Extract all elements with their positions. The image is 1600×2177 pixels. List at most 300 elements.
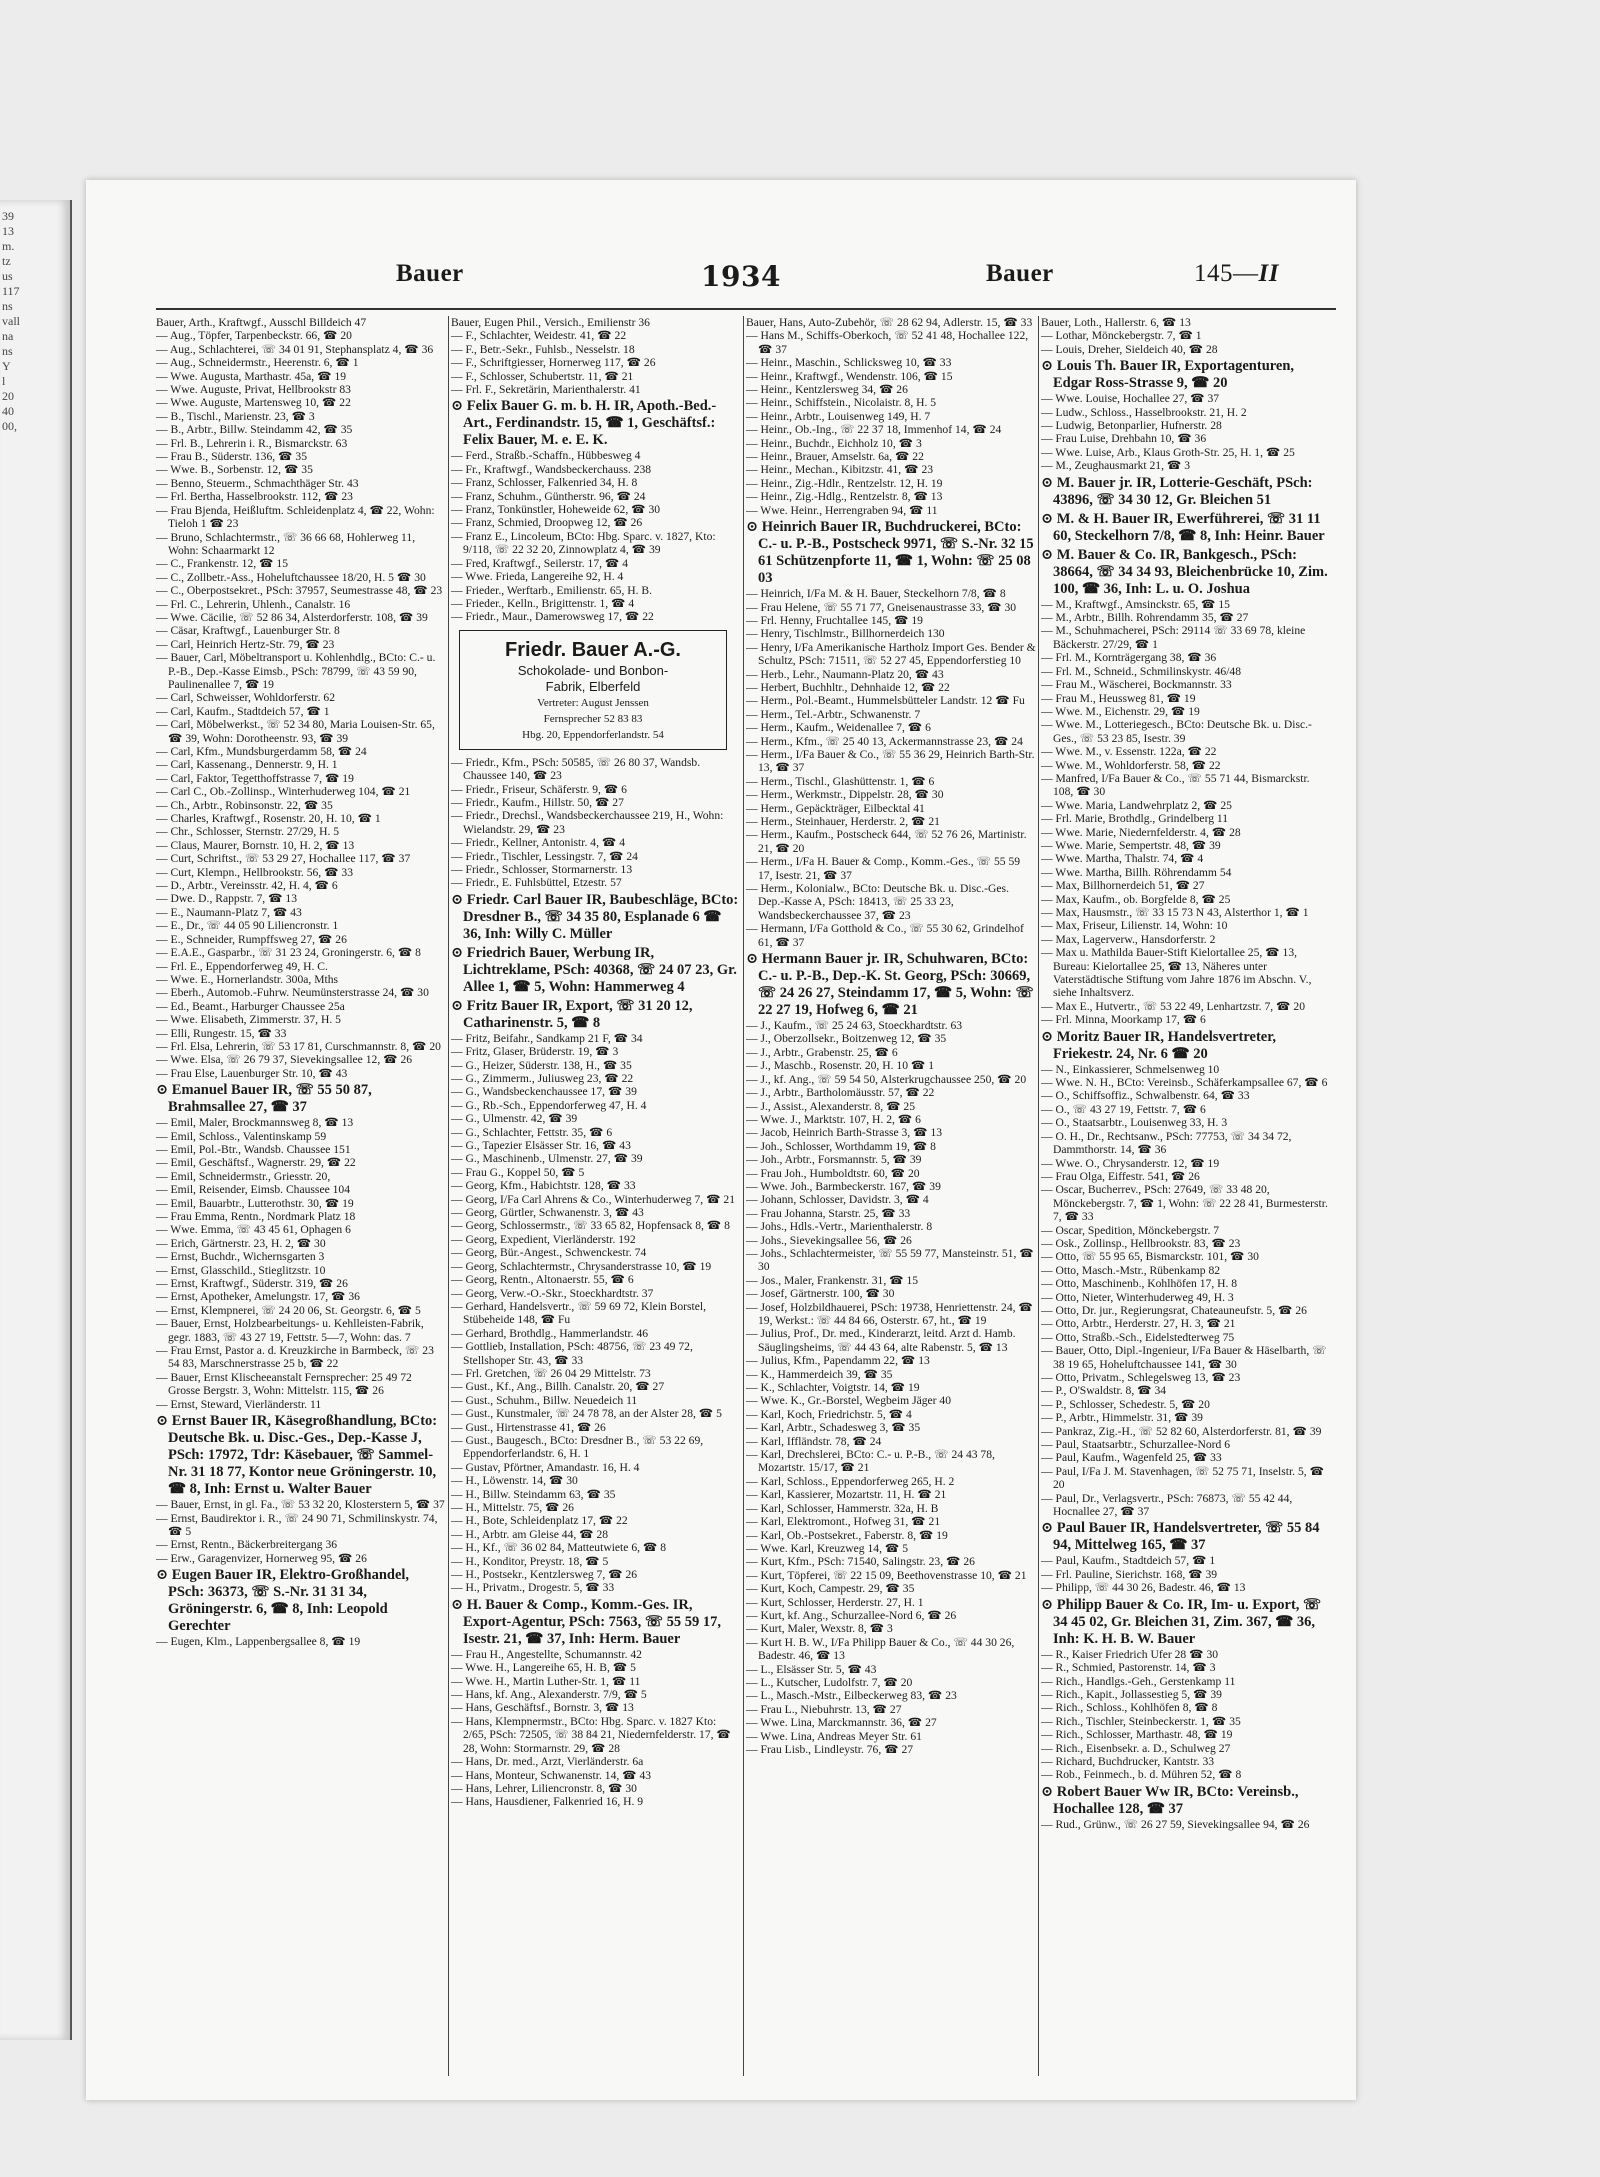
directory-entry: — Julius, Kfm., Papendamm 22, ☎ 13 [746,1354,930,1368]
directory-entry: — Heinr., Zig.-Hdlr., Rentzelstr. 12, H. 19 [746,476,943,490]
directory-entry: — M., Schuhmacherei, PSch: 29114 ☏ 33 69 78, kleine Bäckerstr. 27/29, ☎ 1 [1041,624,1306,651]
directory-entry: — Frau H., Angestellte, Schumannstr. 42 [451,1647,642,1661]
directory-entry: — Otto, Masch.-Mstr., Rübenkamp 82 [1041,1263,1221,1277]
directory-entry: Bauer, Arth., Kraftwgf., Ausschl Billdeich 47 [156,316,367,329]
directory-entry: — Wwe. M., Lotteriegesch., BCto: Deutsche Bk. u. Disc.-Ges., ☏ 53 23 85, Isestr. 39 [1041,718,1312,745]
directory-entry: — Wwe. Martha, Billh. Röhrendamm 54 [1041,865,1232,879]
directory-entry: — F., Schlosser, Schubertstr. 11, ☎ 21 [451,369,634,383]
directory-entry: — Hans, Geschäftsf., Bornstr. 3, ☎ 13 [451,1701,634,1715]
directory-entry: — Carl, Heinrich Hertz-Str. 79, ☎ 23 [156,637,335,651]
directory-entry: — Rich., Handlgs.-Geh., Gerstenkamp 11 [1041,1674,1236,1688]
directory-entry: — Joh., Arbtr., Forsmannstr. 5, ☎ 39 [746,1153,922,1167]
directory-entry: — Wwe. Marie, Niedernfelderstr. 4, ☎ 28 [1041,825,1241,839]
directory-entry: — Gustav, Pförtner, Amandastr. 16, H. 4 [451,1460,640,1474]
directory-entry: — Frau L., Niebuhrstr. 13, ☎ 27 [746,1702,902,1716]
previous-page-fragment: 40 [2,404,14,418]
directory-entry: — Georg, Schlossermstr., ☏ 33 65 82, Hopfensack 8, ☎ 8 [451,1219,730,1233]
directory-entry: — Karl, Schlosser, Hammerstr. 32a, H. B [746,1501,939,1515]
column-divider [743,316,744,2076]
directory-entry: — Georg, I/Fa Carl Ahrens & Co., Winterhuderweg 7, ☎ 21 [451,1192,736,1206]
previous-page-fragment: us [2,269,13,283]
directory-entry: — M., Kraftwgf., Amsinckstr. 65, ☎ 15 [1041,597,1230,611]
directory-entry: — Jacob, Heinrich Barth-Strasse 3, ☎ 13 [746,1126,943,1140]
directory-entry: — Chr., Schlosser, Sternstr. 27/29, H. 5 [156,825,340,839]
column-divider [448,316,449,2076]
directory-entry: — Frau M., Wäscherei, Bockmannstr. 33 [1041,678,1232,692]
directory-entry: — Karl, Koch, Friedrichstr. 5, ☎ 4 [746,1407,912,1421]
directory-entry: — Rud., Grünw., ☏ 26 27 59, Sievekingsallee 94, ☎ 26 [1041,1817,1310,1831]
directory-entry: — Fritz, Glaser, Brüderstr. 19, ☎ 3 [451,1045,619,1059]
directory-entry: — M., Zeughausmarkt 21, ☎ 3 [1041,459,1191,473]
directory-entry: — Bauer, Ernst Klischeeanstalt Fernsprecher: 25 49 72 Grosse Bergstr. 3, Wohn: Mittelstr. 115, ☎ 26 [156,1370,412,1398]
directory-entry: — Henry, Tischlmstr., Billhornerdeich 130 [746,627,945,641]
directory-entry: — Heinr., Ob.-Ing., ☏ 22 37 18, Immenhof 14, ☎ 24 [746,423,1002,437]
previous-page-fragment: na [2,329,14,343]
directory-entry: — G., Rb.-Sch., Eppendorferweg 47, H. 4 [451,1098,647,1112]
directory-entry: — Kurt, kf. Ang., Schurzallee-Nord 6, ☎ 26 [746,1608,957,1622]
directory-entry: — Max, Lagerverw., Hansdorferstr. 2 [1041,932,1216,946]
directory-entry: — Georg, Verw.-O.-Skr., Stoeckhardtstr. 37 [451,1286,654,1300]
directory-entry: — Wwe. Martha, Thalstr. 74, ☎ 4 [1041,852,1204,866]
directory-entry: — Friedr., E. Fuhlsbüttel, Etzestr. 57 [451,876,622,890]
firm-entry: ⊙ Eugen Bauer IR, Elektro-Großhandel, PSch: 36373, ☏ S.-Nr. 31 31 34, Gröningerstr. 6, ☎ 8, Inh: Leopold Gerechter [156,1567,410,1635]
directory-entry: — Kurt H. B. W., I/Fa Philipp Bauer & Co., ☏ 44 30 26, Badestr. 46, ☎ 13 [746,1635,1015,1663]
directory-entry: — Herm., Kaufm., Weidenallee 7, ☎ 6 [746,721,931,735]
firm-entry: ⊙ Louis Th. Bauer IR, Exportagenturen, Edgar Ross-Strasse 9, ☎ 20 [1041,358,1295,392]
column-2 [451,316,741,2076]
firm-entry: ⊙ H. Bauer & Comp., Komm.-Ges. IR, Export-Agentur, PSch: 7563, ☏ 55 59 17, Isestr. 21, ☎ 37, Inh: Herm. Bauer [451,1596,722,1647]
previous-page-edge [0,200,72,2040]
directory-entry: — Wwe. Augusta, Marthastr. 45a, ☎ 19 [156,369,347,383]
directory-entry: — Hans, Hausdiener, Falkenried 16, H. 9 [451,1795,644,1809]
directory-entry: — Bauer, Carl, Möbeltransport u. Kohlenhdlg., BCto: C.- u. P.-B., Dep.-Kasse Eimsb., PSch: 78799, ☏ 43 59 90, Paulinenallee 7, ☎ 19 [156,651,436,691]
directory-entry: — J., kf. Ang., ☏ 59 54 50, Alsterkrugchaussee 250, ☎ 20 [746,1072,1027,1086]
directory-entry: — Emil, Geschäftsf., Wagnerstr. 29, ☎ 22 [156,1156,356,1170]
directory-entry: — Paul, I/Fa J. M. Stavenhagen, ☏ 52 75 71, Inselstr. 5, ☎ 20 [1041,1464,1325,1492]
directory-entry: — Wwe. Elisabeth, Zimmerstr. 37, H. 5 [156,1013,341,1027]
column-1 [156,316,446,2076]
directory-entry: — Friedr., Tischler, Lessingstr. 7, ☎ 24 [451,849,638,863]
directory-entry: — Osk., Zollinsp., Hellbrookstr. 83, ☎ 23 [1041,1236,1241,1250]
directory-entry: — Otto, Privatm., Schlegelsweg 13, ☎ 23 [1041,1371,1241,1384]
directory-entry: — G., Wandsbeckenchaussee 17, ☎ 39 [451,1085,637,1099]
directory-entry: — P., O'Swaldstr. 8, ☎ 34 [1041,1384,1167,1398]
page-number [1194,260,1279,288]
directory-entry: — Otto, Maschinenb., Kohlhöfen 17, H. 8 [1041,1277,1238,1291]
directory-entry: — H., Bote, Schleidenplatz 17, ☎ 22 [451,1514,628,1528]
directory-entry: — G., Maschinenb., Ulmenstr. 27, ☎ 39 [451,1152,643,1166]
directory-entry: — Heinr., Maschin., Schlicksweg 10, ☎ 33 [746,356,952,370]
directory-entry: — Franz E., Lincoleum, BCto: Hbg. Sparc. v. 1827, Kto: 9/118, ☏ 22 32 20, Zinnowplatz 4, ☎ 39 [451,529,716,557]
directory-entry: — Johs., Schlachtermeister, ☏ 55 59 77, Mansteinstr. 51, ☎ 30 [746,1246,1034,1274]
directory-entry: — Herbert, Buchhltr., Dehnhaide 12, ☎ 22 [746,680,950,694]
directory-entry: — Wwe. Louise, Hochallee 27, ☎ 37 [1041,392,1220,406]
directory-entry: — Wwe. Lina, Marckmannstr. 36, ☎ 27 [746,1716,937,1730]
directory-entry: — Friedr., Kfm., PSch: 50585, ☏ 26 80 37, Wandsb. Chaussee 140, ☎ 23 [451,755,701,783]
directory-entry: — Otto, Dr. jur., Regierungsrat, Chateauneufstr. 5, ☎ 26 [1041,1303,1307,1317]
directory-entry: — M., Arbtr., Billh. Rohrendamm 35, ☎ 27 [1041,611,1249,625]
directory-entry: — D., Arbtr., Vereinsstr. 42, H. 4, ☎ 6 [156,879,338,893]
directory-entry: — Bauer, Ernst, in gl. Fa., ☏ 53 32 20, Klosterstern 5, ☎ 37 [156,1498,445,1512]
directory-entry: — Paul, Staatsarbtr., Schurzallee-Nord 6 [1041,1438,1230,1452]
directory-entry: — Heinr., Zig.-Hdlg., Rentzelstr. 8, ☎ 13 [746,490,943,504]
directory-entry: — E., Naumann-Platz 7, ☎ 43 [156,905,302,919]
directory-entry: — Otto, Nieter, Winterhuderweg 49, H. 3 [1041,1290,1234,1304]
directory-entry: — Friedr., Kaufm., Hillstr. 50, ☎ 27 [451,795,624,809]
directory-columns [156,316,1336,2076]
directory-entry: — Friedr., Schlosser, Stormarnerstr. 13 [451,862,633,876]
directory-entry: — G., Tapezier Elsässer Str. 16, ☎ 43 [451,1139,631,1153]
ad-line2: Fabrik, Elberfeld [545,678,641,694]
directory-entry: — Otto, ☏ 55 95 65, Bismarckstr. 101, ☎ 30 [1041,1250,1259,1264]
directory-entry: — P., Schlosser, Schedestr. 5, ☎ 20 [1041,1397,1210,1411]
header-rule [156,308,1336,310]
directory-entry: — Rob., Feinmech., b. d. Mühren 52, ☎ 8 [1041,1768,1242,1782]
directory-entry: — Frl. Bertha, Hasselbrookstr. 112, ☎ 23 [156,490,353,504]
firm-entry: ⊙ Friedr. Carl Bauer IR, Baubeschläge, BCto: Dresdner B., ☏ 34 35 80, Esplanade 6 ☎ 36, Inh: Willy C. Müller [451,891,739,942]
firm-entry: ⊙ Ernst Bauer IR, Käsegroßhandlung, BCto: Deutsche Bk. u. Disc.-Ges., Dep.-Kasse J, PSch: 17972, Tdr: Käsebauer, ☏ Sammel-Nr. 31 18 77, Kontor neue Gröningerstr. 10, ☎ 8, Inh: Ernst u. Walter Bauer [156,1413,438,1498]
directory-entry: — Karl, Ob.-Postsekret., Faberstr. 8, ☎ 19 [746,1528,948,1542]
directory-entry: — Frieder., Kelln., Brigittenstr. 1, ☎ 4 [451,596,635,610]
directory-entry: — Josef, Holzbildhauerei, PSch: 19738, Henriettenstr. 24, ☎ 19, Werkst.: ☏ 44 84 66, Osterstr. 67, ht., ☎ 19 [746,1300,1033,1327]
previous-page-fragment: 39 [2,209,14,223]
directory-entry: — Karl, Drechslerei, BCto: C.- u. P.-B., ☏ 24 43 78, Mozartstr. 15/17, ☎ 21 [746,1448,995,1475]
directory-entry: — Carl, Kaufm., Stadtdeich 57, ☎ 1 [156,704,330,718]
directory-entry: — Frau M., Heussweg 81, ☎ 19 [1041,691,1196,705]
directory-entry: — Frau Johanna, Starstr. 25, ☎ 33 [746,1206,911,1220]
directory-entry: — Franz, Tonkünstler, Hoheweide 62, ☎ 30 [451,503,661,517]
directory-entry: — Frl. Pauline, Sierichstr. 168, ☎ 39 [1041,1567,1218,1581]
directory-entry: — Herm., Werkmstr., Dippelstr. 28, ☎ 30 [746,788,944,802]
directory-entry: — Wwe. Luise, Arb., Klaus Groth-Str. 25, H. 1, ☎ 25 [1041,445,1295,459]
directory-entry: — Franz, Schlosser, Falkenried 34, H. 8 [451,476,638,490]
header-year: 1934 [701,260,781,293]
column-3 [746,316,1036,2076]
directory-entry: — J., Kaufm., ☏ 25 24 63, Stoeckhardtstr. 63 [746,1019,963,1033]
directory-entry: — Herm., Gepäckträger, Eilbecktal 41 [746,801,925,815]
directory-entry: — Max, Kaufm., ob. Borgfelde 8, ☎ 25 [1041,892,1231,906]
directory-entry: — Heinr., Buchdr., Eichholz 10, ☎ 3 [746,436,922,450]
directory-entry: — Frl. B., Lehrerin i. R., Bismarckstr. 63 [156,436,348,450]
directory-entry: — H., Konditor, Preystr. 18, ☎ 5 [451,1554,609,1568]
directory-entry: — Herm., Kaufm., Postscheck 644, ☏ 52 76 26, Martinistr. 21, ☎ 20 [746,828,1027,855]
directory-entry: — Karl, Arbtr., Schadesweg 3, ☎ 35 [746,1421,921,1435]
directory-entry: — Wwe. Joh., Barmbeckerstr. 167, ☎ 39 [746,1179,941,1193]
directory-entry: — Herm., Kfm., ☏ 25 40 13, Ackermannstrasse 23, ☎ 24 [746,734,1023,748]
directory-entry: — Benno, Steuerm., Schmachthäger Str. 43 [156,476,359,490]
directory-entry: — E.A.E., Gasparbr., ☏ 31 23 24, Groningerstr. 6, ☎ 8 [156,946,421,960]
directory-entry: — Friedr., Friseur, Schäferstr. 9, ☎ 6 [451,782,627,796]
directory-entry: — C., Zollbetr.-Ass., Hoheluftchaussee 18/20, H. 5 ☎ 30 [156,570,426,584]
directory-entry: — H., Billw. Steindamm 63, ☎ 35 [451,1487,616,1501]
directory-entry: — Emil, Schneidermstr., Griesstr. 20, [156,1169,331,1183]
directory-entry: — Franz, Schuhm., Güntherstr. 96, ☎ 24 [451,489,646,503]
directory-entry: — B., Tischl., Marienstr. 23, ☎ 3 [156,409,315,423]
directory-entry: Bauer, Loth., Hallerstr. 6, ☎ 13 [1041,316,1191,329]
directory-entry: — Heinr., Kentzlersweg 34, ☎ 26 [746,383,908,397]
directory-entry: — C., Frankenstr. 12, ☎ 15 [156,557,288,571]
directory-entry: — J., Maschb., Rosenstr. 20, H. 10 ☎ 1 [746,1059,935,1073]
directory-entry: — Frau Lisb., Lindleystr. 76, ☎ 27 [746,1743,914,1756]
directory-entry: — Frl. Elsa, Lehrerin, ☏ 53 17 81, Curschmannstr. 8, ☎ 20 [156,1039,441,1053]
directory-entry: — G., Zimmerm., Juliusweg 23, ☎ 22 [451,1072,634,1085]
directory-entry: — Herm., I/Fa Bauer & Co., ☏ 55 36 29, Heinrich Barth-Str. 13, ☎ 37 [746,747,1035,775]
directory-entry: — Georg, Kfm., Habichtstr. 128, ☎ 33 [451,1179,636,1193]
directory-entry: — R., Kaiser Friedrich Ufer 28 ☎ 30 [1041,1647,1219,1661]
directory-entry: — Wwe. K., Gr.-Borstel, Wegbeim Jäger 40 [746,1394,952,1408]
directory-entry: — Ludw., Schloss., Hasselbrookstr. 21, H. 2 [1041,405,1247,419]
previous-page-fragment: m. [2,239,15,253]
directory-entry: — Wwe. Lina, Andreas Meyer Str. 61 [746,1729,922,1743]
directory-entry: — Elli, Rungestr. 15, ☎ 33 [156,1026,287,1040]
directory-entry: — Carl, Kfm., Mundsburgerdamm 58, ☎ 24 [156,745,367,758]
directory-entry: — Jos., Maler, Frankenstr. 31, ☎ 15 [746,1273,919,1287]
directory-entry: — Frl. M., Schneid., Schmilinskystr. 46/48 [1041,664,1242,678]
directory-entry: — Cäsar, Kraftwgf., Lauenburger Str. 8 [156,624,340,638]
directory-entry: — Frl. Minna, Moorkamp 17, ☎ 6 [1041,1013,1206,1027]
firm-entry: ⊙ Hermann Bauer jr. IR, Schuhwaren, BCto: C.- u. P.-B., Dep.-K. St. Georg, PSch: 30669, ☏ 24 26 27, Steindamm 17, ☎ 5, Wohn: ☏ 22 27 19, Hofweg 6, ☎ 21 [746,951,1034,1019]
directory-entry: — Louis, Dreher, Sieldeich 40, ☎ 28 [1041,342,1218,356]
directory-entry: — Ernst, Apotheker, Amelungstr. 17, ☎ 36 [156,1290,360,1304]
directory-entry: — H., Postsekr., Kentzlersweg 7, ☎ 26 [451,1568,638,1582]
directory-entry: — Gerhard, Handelsvertr., ☏ 59 69 72, Klein Borstel, Stübeheide 148, ☎ Fu [451,1299,707,1327]
directory-entry: — Hans, Dr. med., Arzt, Vierländerstr. 6a [451,1755,644,1769]
directory-entry: — Georg, Rentn., Altonaerstr. 55, ☎ 6 [451,1273,634,1287]
directory-entry: — J., Assist., Alexanderstr. 8, ☎ 25 [746,1099,916,1113]
directory-entry: — Ludwig, Betonparlier, Hufnerstr. 28 [1041,419,1222,433]
firm-entry: ⊙ M. Bauer & Co. IR, Bankgesch., PSch: 38664, ☏ 34 34 93, Bleichenbrücke 10, Zim. 100, ☎ 36, Inh: L. u. O. Joshua [1041,546,1328,597]
firm-entry: ⊙ Fritz Bauer IR, Export, ☏ 31 20 12, Catharinenstr. 5, ☎ 8 [451,997,693,1031]
directory-entry: — Rich., Tischler, Steinbeckerstr. 1, ☎ 35 [1041,1714,1241,1728]
directory-entry: — E., Dr., ☏ 44 05 90 Liliencronstr. 1 [156,919,339,933]
directory-entry: — Carl, Möbelwerkst., ☏ 52 34 80, Maria Louisen-Str. 65, ☎ 39, Wohn: Dorotheenstr. 93, ☎ 39 [156,718,435,745]
directory-entry: — Johann, Schlosser, Davidstr. 3, ☎ 4 [746,1193,929,1207]
directory-entry: — Erich, Gärtnerstr. 23, H. 2, ☎ 30 [156,1236,326,1250]
directory-entry: — Herm., Tel.-Arbtr., Schwanenstr. 7 [746,707,921,721]
directory-entry: — Aug., Töpfer, Tarpenbeckstr. 66, ☎ 20 [156,329,352,343]
firm-entry: ⊙ Felix Bauer G. m. b. H. IR, Apoth.-Bed.-Art., Ferdinandstr. 15, ☎ 1, Geschäftsf.: Felix Bauer, M. e. E. K. [451,398,717,449]
directory-entry: — Lothar, Mönckebergstr. 7, ☎ 1 [1041,329,1202,343]
directory-entry: — Fr., Kraftwgf., Wandsbeckerchauss. 238 [451,462,652,476]
firm-entry: ⊙ Robert Bauer Ww IR, BCto: Vereinsb., Hochallee 128, ☎ 37 [1041,1783,1299,1817]
directory-entry: — Dwe. D., Rappstr. 7, ☎ 13 [156,892,297,906]
directory-entry: — Frl. E., Eppendorferweg 49, H. C. [156,959,328,973]
firm-entry: ⊙ Heinrich Bauer IR, Buchdruckerei, BCto: C.- u. P.-B., Postscheck 9971, ☏ S.-Nr. 32 15 61 Schützenpforte 11, ☎ 1, Wohn: ☏ 25 08 03 [746,519,1034,587]
ad-line5: Hbg. 20, Eppendorferlandstr. 54 [522,728,664,741]
directory-entry: — Frau B., Süderstr. 136, ☎ 35 [156,450,307,464]
directory-entry: — Wwe. E., Hornerlandstr. 300a, Mths [156,972,339,986]
previous-page-fragment: vall [2,314,20,328]
directory-entry: — Wwe. Auguste, Privat, Hellbrookstr 83 [156,383,351,397]
directory-entry: — C., Oberpostsekret., PSch: 37957, Seumestrasse 48, ☎ 23 [156,584,443,598]
directory-entry: — Hans, Klempnermstr., BCto: Hbg. Sparc. v. 1827 Kto: 2/65, PSch: 72505, ☏ 38 84 21, Niedernfelderstr. 17, ☎ 28, Wohn: Stormarnstr. 29, ☎ 28 [451,1714,731,1755]
directory-entry: — Herm., Kolonialw., BCto: Deutsche Bk. u. Disc.-Ges. Dep.-Kasse A, PSch: 18413, ☏ 25 33 23, Wandsbeckerchaussee 37, ☎ 23 [746,882,1009,922]
directory-entry: — Frau Emma, Rentn., Nordmark Platz 18 [156,1210,356,1223]
directory-entry: — Gust., Baugesch., BCto: Dresdner B., ☏ 53 22 69, Eppendorferlandstr. 6, H. 1 [451,1433,704,1461]
directory-entry: — Heinrich, I/Fa M. & H. Bauer, Steckelhorn 7/8, ☎ 8 [746,587,1006,601]
directory-entry: — Ed., Beamt., Harburger Chaussee 25a [156,999,345,1013]
directory-entry: — Paul, Kaufm., Wagenfeld 25, ☎ 33 [1041,1451,1222,1465]
previous-page-fragment: tz [2,254,11,268]
directory-entry: — Friedr., Drechsl., Wandsbeckerchaussee 219, H., Wohn: Wielandstr. 29, ☎ 23 [451,809,724,836]
directory-entry: — H., Privatm., Drogestr. 5, ☎ 33 [451,1581,615,1595]
directory-entry: — H., Kf., ☏ 36 02 84, Matteutwiete 6, ☎ 8 [451,1541,667,1555]
directory-entry: — Johs., Sievekingsallee 56, ☎ 26 [746,1233,912,1247]
directory-entry: — Wwe. J., Marktstr. 107, H. 2, ☎ 6 [746,1112,921,1126]
directory-entry: — K., Hammerdeich 39, ☎ 35 [746,1367,893,1381]
directory-entry: — Bauer, Otto, Dipl.-Ingenieur, I/Fa Bauer & Häselbarth, ☏ 38 19 65, Hoheluftchaussee 141, ☎ 30 [1041,1344,1327,1371]
directory-entry: — Kurt, Maler, Wexstr. 8, ☎ 3 [746,1622,893,1636]
previous-page-fragment: ns [2,299,13,313]
directory-entry: — Wwe. Auguste, Martensweg 10, ☎ 22 [156,396,351,410]
directory-entry: — Friedr., Maur., Damerowsweg 17, ☎ 22 [451,610,654,624]
directory-entry: — Karl, Iffländstr. 78, ☎ 24 [746,1434,882,1448]
directory-entry: — Frau Bjenda, Heißluftm. Schleidenplatz 4, ☎ 22, Wohn: Tieloh 1 ☎ 23 [156,503,435,531]
previous-page-fragment: ns [2,344,13,358]
directory-entry: — N., Einkassierer, Schmelsenweg 10 [1041,1062,1220,1076]
directory-entry: — Aug., Schneidermstr., Heerenstr. 6, ☎ 1 [156,356,359,370]
directory-entry: — Max u. Mathilda Bauer-Stift Kielortallee 25, ☎ 13, Bureau: Kielortallee 25, ☎ 13, Näheres unter Vaterstädtische Stiftung vom Jahre 1876 im Abschn. V., siehe Inhaltsverz. [1041,946,1312,1000]
directory-entry: — Wwe. Frieda, Langereihe 92, H. 4 [451,570,624,584]
directory-entry: — Julius, Prof., Dr. med., Kinderarzt, leitd. Arzt d. Hamb. Säuglingsheims, ☏ 44 43 64, alte Rabenstr. 5, ☎ 13 [746,1327,1016,1354]
directory-entry: — Frl. Henny, Fruchtallee 145, ☎ 19 [746,613,923,627]
firm-entry: ⊙ Emanuel Bauer IR, ☏ 55 50 87, Brahmsallee 27, ☎ 37 [156,1082,372,1116]
previous-page-fragment: l [2,374,6,388]
directory-entry: — Gerhard, Brothdlg., Hammerlandstr. 46 [451,1326,649,1340]
directory-entry: — F., Schriftgiesser, Hornerweg 117, ☎ 26 [451,356,656,370]
directory-entry: — J., Arbtr., Grabenstr. 25, ☎ 6 [746,1045,898,1059]
directory-entry: — Wwe. Elsa, ☏ 26 79 37, Sievekingsallee 12, ☎ 26 [156,1053,413,1067]
firm-entry: ⊙ Paul Bauer IR, Handelsvertreter, ☏ 55 84 94, Mittelweg 165, ☎ 37 [1041,1520,1320,1554]
directory-entry: — Frau G., Koppel 50, ☎ 5 [451,1165,585,1179]
header-right-word: Bauer [986,260,1054,287]
directory-entry: — G., Ulmenstr. 42, ☎ 39 [451,1112,578,1126]
directory-entry: — Max, Billhornerdeich 51, ☎ 27 [1041,879,1205,893]
directory-entry: — Henry, I/Fa Amerikanische Hartholz Import Ges. Bender & Schultz, PSch: 71511, ☏ 52 27 45, Eppendorferstieg 10 [746,640,1036,668]
directory-entry: — L., Elsässer Str. 5, ☎ 43 [746,1662,877,1676]
directory-entry: — Max, Hausmstr., ☏ 33 15 73 N 43, Alsterthor 1, ☎ 1 [1041,906,1309,919]
directory-entry: — Frl. Marie, Brothdlg., Grindelberg 11 [1041,812,1229,826]
directory-entry: — Georg, Gürtler, Schwanenstr. 3, ☎ 43 [451,1206,644,1220]
directory-entry: — Karl, Schloss., Eppendorferweg 265, H. 2 [746,1474,955,1488]
directory-entry: — Frl. M., Kornträgergang 38, ☎ 36 [1041,651,1217,665]
directory-entry: — B., Arbtr., Billw. Steindamm 42, ☎ 35 [156,423,353,437]
directory-entry: — Wwe. Marie, Sempertstr. 48, ☎ 39 [1041,838,1221,852]
directory-entry: — Philipp, ☏ 44 30 26, Badestr. 46, ☎ 13 [1041,1581,1246,1595]
directory-entry: — Gust., Hirtenstrasse 41, ☎ 26 [451,1420,606,1434]
directory-entry: — L., Kutscher, Ludolfstr. 7, ☎ 20 [746,1675,913,1689]
directory-entry: — H., Löwenstr. 14, ☎ 30 [451,1474,578,1488]
directory-entry: — Fritz, Beifahr., Sandkamp 21 F, ☎ 34 [451,1031,643,1045]
directory-entry: — Kurt, Koch, Campestr. 29, ☎ 35 [746,1582,915,1596]
previous-page-fragment: 13 [2,224,14,238]
directory-entry: — Johs., Hdls.-Vertr., Marienthalerstr. 8 [746,1220,933,1234]
directory-entry: — Hans, Lehrer, Liliencronstr. 8, ☎ 30 [451,1781,637,1795]
directory-entry: — Wwe. B., Sorbenstr. 12, ☎ 35 [156,463,313,477]
directory-entry: — Emil, Reisender, Eimsb. Chaussee 104 [156,1183,351,1197]
directory-entry: — Frau Helene, ☏ 55 71 77, Gneisenaustrasse 33, ☎ 30 [746,600,1017,614]
previous-page-fragment: 117 [2,284,20,298]
directory-entry: — Manfred, I/Fa Bauer & Co., ☏ 55 71 44, Bismarckstr. 108, ☎ 30 [1041,771,1310,799]
directory-entry: — Frl. Gretchen, ☏ 26 04 29 Mittelstr. 73 [451,1366,651,1380]
directory-entry: — Kurt, Kfm., PSch: 71540, Salingstr. 23, ☎ 26 [746,1555,975,1569]
directory-entry: — Rich., Schloss., Kohlhöfen 8, ☎ 8 [1041,1701,1218,1715]
directory-entry: — Ernst, Rentn., Bäckerbreitergang 36 [156,1538,338,1552]
previous-page-fragment: 00, [2,419,17,433]
directory-entry: — Gust., Schuhm., Billw. Neuedeich 11 [451,1393,638,1407]
directory-entry: Bauer, Eugen Phil., Versich., Emilienstr 36 [451,316,650,329]
directory-entry: — R., Schmied, Pastorenstr. 14, ☎ 3 [1041,1661,1216,1675]
directory-entry: — Frau Olga, Eiffestr. 541, ☎ 26 [1041,1169,1200,1183]
directory-entry: — Herm., Steinhauer, Herderstr. 2, ☎ 21 [746,815,940,828]
directory-entry: — Heinr., Mechan., Kibitzstr. 41, ☎ 23 [746,463,934,477]
directory-entry: — G., Schlachter, Fettstr. 35, ☎ 6 [451,1125,613,1139]
directory-entry: — Friedr., Kellner, Antonistr. 4, ☎ 4 [451,836,626,850]
header-left-word: Bauer [396,260,464,287]
directory-entry: — Wwe. Maria, Landwehrplatz 2, ☎ 25 [1041,798,1232,812]
directory-entry: — Ernst, Buchdr., Wichernsgarten 3 [156,1250,325,1264]
directory-entry: — Heinr., Arbtr., Louisenweg 149, H. 7 [746,409,931,423]
directory-entry: — O. H., Dr., Rechtsanw., PSch: 77753, ☏ 34 34 72, Dammthorstr. 14, ☎ 36 [1041,1129,1292,1157]
ad-line4: Fernsprecher 52 83 83 [543,712,643,725]
directory-entry: — Rich., Eisenbsekr. a. D., Schulweg 27 [1041,1741,1231,1755]
directory-entry: — Wwe. Cäcilie, ☏ 52 86 34, Alsterdorferstr. 108, ☎ 39 [156,610,428,624]
directory-entry: — K., Schlachter, Voigtstr. 14, ☎ 19 [746,1381,920,1395]
firm-entry: ⊙ Moritz Bauer IR, Handelsvertreter, Friekestr. 24, Nr. 6 ☎ 20 [1041,1028,1276,1062]
directory-entry: — Frau Joh., Humboldtstr. 60, ☎ 20 [746,1166,920,1180]
directory-entry: — Frau Luise, Drehbahn 10, ☎ 36 [1041,432,1207,446]
firm-entry: ⊙ M. & H. Bauer IR, Ewerführerei, ☏ 31 11 60, Steckelhorn 7/8, ☎ 8, Inh: Heinr. Bauer [1041,510,1325,544]
directory-entry: — Claus, Maurer, Bornstr. 10, H. 2, ☎ 13 [156,838,355,852]
directory-entry: — Ernst, Baudirektor i. R., ☏ 24 90 71, Schmilinskystr. 74, ☎ 5 [156,1511,438,1538]
directory-entry: — Kurt, Töpferei, ☏ 22 15 09, Beethovenstrasse 10, ☎ 21 [746,1568,1027,1582]
directory-entry: — Wwe. Emma, ☏ 43 45 61, Ophagen 6 [156,1223,351,1237]
directory-entry: — Otto, Straßb.-Sch., Eidelstedterweg 75 [1041,1330,1235,1344]
page-number-main: 145— [1194,260,1259,287]
directory-entry: — P., Arbtr., Himmelstr. 31, ☎ 39 [1041,1411,1203,1425]
directory-entry: — Paul, Dr., Verlagsvertr., PSch: 76873, ☏ 55 42 44, Hocnallee 27, ☎ 37 [1041,1491,1293,1519]
directory-entry: — Hans, Monteur, Schwanenstr. 14, ☎ 43 [451,1768,652,1782]
directory-entry: — Wwe. O., Chrysanderstr. 12, ☎ 19 [1041,1156,1220,1170]
directory-entry: — Otto, Arbtr., Herderstr. 27, H. 3, ☎ 21 [1041,1317,1236,1331]
directory-entry: — Paul, Kaufm., Stadtdeich 57, ☎ 1 [1041,1554,1216,1568]
ad-line1: Schokolade- und Bonbon- [517,662,669,678]
ad-title: Friedr. Bauer A.-G. [505,638,681,661]
ad-line3: Vertreter: August Jenssen [537,696,649,709]
directory-entry: — F., Schlachter, Weidestr. 41, ☎ 22 [451,329,627,343]
directory-entry: Bauer, Hans, Auto-Zubehör, ☏ 28 62 94, Adlerstr. 15, ☎ 33 [746,316,1033,329]
directory-entry: — Georg, Bür.-Angest., Schwenckestr. 74 [451,1246,647,1260]
directory-entry: — Carl C., Ob.-Zollinsp., Winterhuderweg 104, ☎ 21 [156,785,411,799]
directory-entry: — Karl, Elektromont., Hofweg 31, ☎ 21 [746,1515,941,1529]
directory-entry: — Wwe. Karl, Kreuzweg 14, ☎ 5 [746,1541,909,1555]
directory-entry: — Herm., Pol.-Beamt., Hummelsbütteler Landstr. 12 ☎ Fu [746,694,1025,708]
directory-entry: — Frl. C., Lehrerin, Uhlenh., Canalstr. 16 [156,597,351,611]
column-divider [1038,316,1039,2076]
column-4 [1041,316,1331,2076]
directory-entry: — O., Schiffsoffiz., Schwalbenstr. 64, ☎ 33 [1041,1089,1250,1103]
directory-entry: — Richard, Buchdrucker, Kantstr. 33 [1041,1754,1215,1768]
directory-entry: — Ch., Arbtr., Robinsonstr. 22, ☎ 35 [156,798,333,812]
directory-entry: — Emil, Pol.-Btr., Wandsb. Chaussee 151 [156,1142,351,1156]
directory-entry: — L., Masch.-Mstr., Eilbeckerweg 83, ☎ 23 [746,1689,957,1703]
directory-entry: — Erw., Garagenvizer, Hornerweg 95, ☎ 26 [156,1551,367,1565]
page-number-suffix: II [1258,260,1279,287]
directory-entry: — Carl, Schweisser, Wohldorferstr. 62 [156,691,336,705]
directory-entry: — Ernst, Klempnerei, ☏ 24 20 06, St. Georgstr. 6, ☎ 5 [156,1303,421,1317]
directory-entry: — Max, Friseur, Lilienstr. 14, Wohn: 10 [1041,919,1228,933]
advertisement-box [459,630,727,750]
